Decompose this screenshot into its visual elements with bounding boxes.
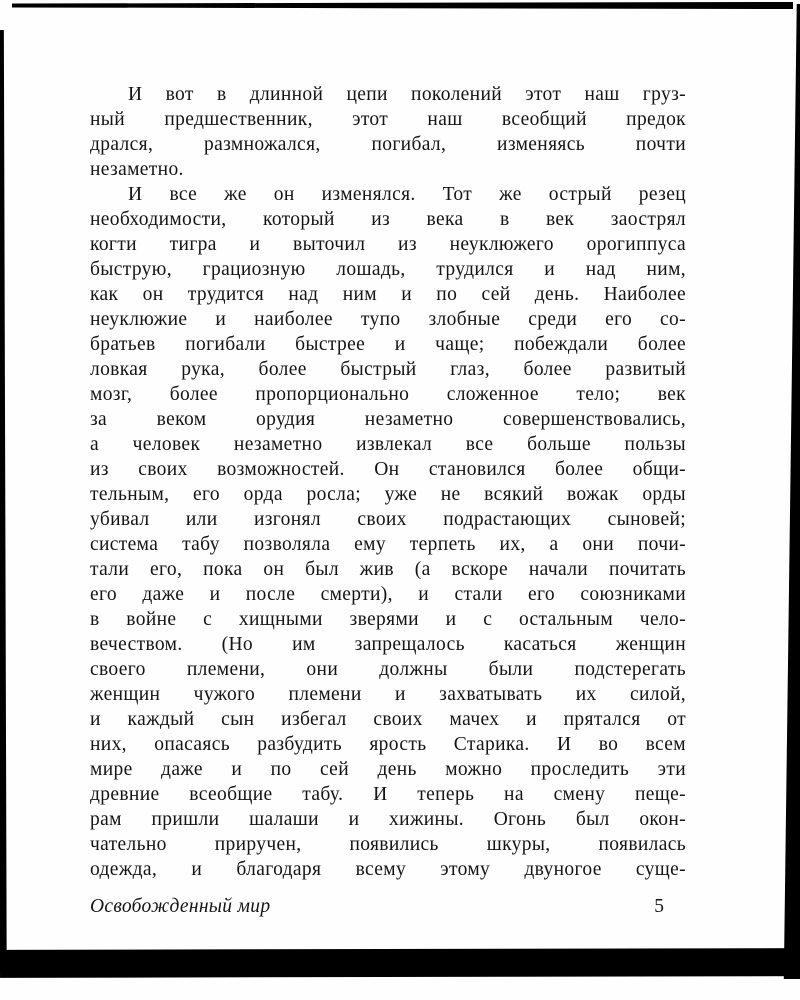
text-line: когти тигра и выточил из неуклюжего орогиппуса	[90, 234, 686, 255]
text-line: из своих возможностей. Он становился более общи-	[90, 459, 686, 480]
text-line: в войне с хищными зверями и с остальным чело-	[90, 609, 686, 630]
text-line: братьев погибали быстрее и чаще; побеждали более	[90, 334, 686, 355]
text-line: система табу позволяла ему терпеть их, а они почи-	[90, 534, 686, 555]
text-line: тельным, его орда росла; уже не всякий вожак орды	[90, 484, 686, 505]
text-line: женщин чужого племени и захватывать их силой,	[90, 684, 686, 705]
running-title: Освобожденный мир	[90, 896, 271, 917]
text-line: своего племени, они должны были подстерегать	[90, 659, 686, 680]
page-text-block	[90, 82, 686, 882]
text-line: чательно приручен, появились шкуры, появилась	[90, 834, 686, 855]
text-line: И вот в длинной цепи поколений этот наш груз-	[128, 84, 686, 105]
text-line: и каждый сын избегал своих мачех и прятался от	[90, 709, 686, 730]
text-line: быструю, грациозную лошадь, трудился и над ним,	[90, 259, 686, 280]
text-line: как он трудится над ним и по сей день. Наиболее	[90, 284, 686, 305]
text-line: И все же он изменялся. Тот же острый резец	[128, 184, 686, 205]
text-line: рам пришли шалаши и хижины. Огонь был окон-	[90, 809, 686, 830]
text-line: них, опасаясь разбудить ярость Старика. И во всем	[90, 734, 686, 755]
text-line: за веком орудия незаметно совершенствовались,	[90, 409, 686, 430]
text-line: необходимости, который из века в век заострял	[90, 209, 686, 230]
scan-edge-top	[12, 2, 793, 9]
page-number: 5	[654, 896, 664, 917]
text-line: мире даже и по сей день можно проследить эти	[90, 759, 686, 780]
text-line: незаметно.	[90, 159, 184, 180]
text-line: древние всеобщие табу. И теперь на смену пеще-	[90, 784, 686, 805]
text-line: вечеством. (Но им запрещалось касаться женщин	[90, 634, 686, 655]
text-line: дрался, размножался, погибал, изменяясь почти	[90, 134, 686, 155]
scan-edge-bottom	[0, 948, 800, 978]
text-line: ный предшественник, этот наш всеобщий предок	[90, 109, 686, 130]
text-line: его даже и после смерти), и стали его союзниками	[90, 584, 686, 605]
page-footer	[90, 896, 664, 918]
text-line: тали его, пока он был жив (а вскоре начали почитать	[90, 559, 686, 580]
text-line: неуклюжие и наиболее тупо злобные среди его со-	[90, 309, 686, 330]
text-line: мозг, более пропорционально сложенное тело; век	[90, 384, 686, 405]
scan-edge-right	[782, 4, 800, 979]
text-line: одежда, и благодаря всему этому двуногое суще-	[90, 859, 686, 880]
text-line: ловкая рука, более быстрый глаз, более развитый	[90, 359, 686, 380]
text-line: убивал или изгонял своих подрастающих сыновей;	[90, 509, 686, 530]
scan-edge-left	[0, 30, 7, 952]
text-line: а человек незаметно извлекал все больше пользы	[90, 434, 686, 455]
